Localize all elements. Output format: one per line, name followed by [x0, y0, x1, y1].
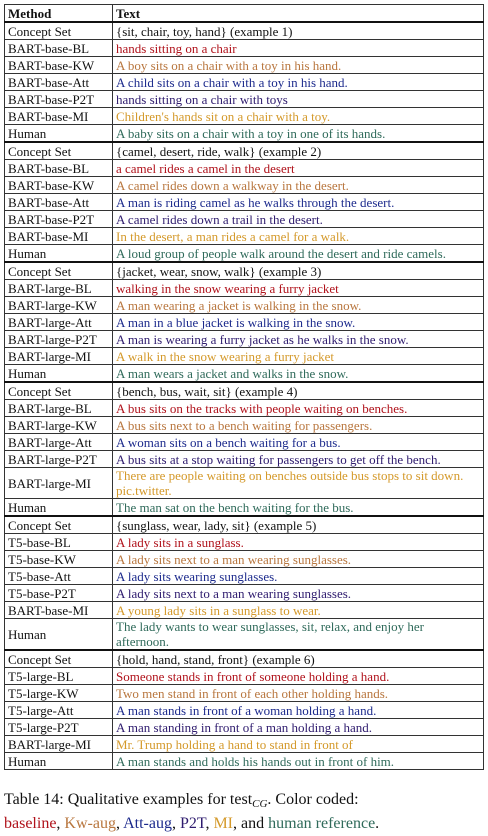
generated-text-cell: There are people waiting on benches outside bus stops to sit down. pic.twitter.	[113, 468, 484, 499]
generated-text-cell: A man stands in front of a woman holding a hand.	[113, 702, 484, 719]
method-cell: T5-large-KW	[5, 685, 113, 702]
table-row	[5, 400, 484, 417]
table-row	[5, 534, 484, 551]
concept-set-label: Concept Set	[5, 142, 113, 160]
generated-text-cell: A man is wearing a furry jacket as he walks in the snow.	[113, 331, 484, 348]
concept-set-value: {jacket, wear, snow, walk} (example 3)	[113, 262, 484, 280]
generated-text-cell: The lady wants to wear sunglasses, sit, relax, and enjoy her afternoon.	[113, 619, 484, 651]
method-cell: BART-base-Att	[5, 74, 113, 91]
concept-set-label: Concept Set	[5, 382, 113, 400]
generated-text-cell: Mr. Trump holding a hand to stand in front of	[113, 736, 484, 753]
method-cell: BART-large-MI	[5, 736, 113, 753]
generated-text-cell: A man in a blue jacket is walking in the snow.	[113, 314, 484, 331]
header-text: Text	[113, 5, 484, 23]
method-cell: BART-large-Att	[5, 434, 113, 451]
table-row	[5, 417, 484, 434]
table-row	[5, 91, 484, 108]
table-row	[5, 245, 484, 263]
table-row	[5, 228, 484, 245]
method-cell: BART-base-BL	[5, 160, 113, 177]
generated-text-cell: The man sat on the bench waiting for the bus.	[113, 499, 484, 517]
table-row	[5, 40, 484, 57]
caption-end: .	[375, 815, 380, 832]
method-cell: BART-large-BL	[5, 280, 113, 297]
legend-p2t: P2T	[179, 815, 206, 832]
generated-text-cell: A loud group of people walk around the desert and ride camels.	[113, 245, 484, 263]
table-row	[5, 211, 484, 228]
table-row	[5, 753, 484, 770]
generated-text-cell: A camel rides down a walkway in the desert.	[113, 177, 484, 194]
caption-subscript: CG	[252, 798, 268, 810]
table-row	[5, 194, 484, 211]
concept-set-value: {camel, desert, ride, walk} (example 2)	[113, 142, 484, 160]
table-row	[5, 719, 484, 736]
caption-mid: . Color coded:	[267, 791, 359, 808]
method-cell: BART-large-Att	[5, 314, 113, 331]
generated-text-cell: A man wearing a jacket is walking in the snow.	[113, 297, 484, 314]
concept-set-row	[5, 516, 484, 534]
table-row	[5, 177, 484, 194]
method-cell: BART-large-MI	[5, 468, 113, 499]
table-row	[5, 314, 484, 331]
concept-set-row	[5, 142, 484, 160]
table-row	[5, 434, 484, 451]
generated-text-cell: A lady sits next to a man wearing sunglasses.	[113, 585, 484, 602]
table-row	[5, 619, 484, 651]
caption-and: and	[241, 815, 265, 832]
method-cell: BART-large-KW	[5, 417, 113, 434]
legend-human-reference: human reference	[268, 815, 376, 832]
concept-set-value: {bench, bus, wait, sit} (example 4)	[113, 382, 484, 400]
concept-set-value: {hold, hand, stand, front} (example 6)	[113, 650, 484, 668]
generated-text-cell: A man standing in front of a man holding a hand.	[113, 719, 484, 736]
table-header-row	[5, 5, 484, 23]
caption-prefix: Table 14: Qualitative examples for test	[4, 791, 253, 808]
concept-set-value: {sit, chair, toy, hand} (example 1)	[113, 22, 484, 40]
method-cell: BART-base-Att	[5, 194, 113, 211]
concept-set-label: Concept Set	[5, 516, 113, 534]
method-cell: BART-large-KW	[5, 297, 113, 314]
table-row	[5, 108, 484, 125]
table-row	[5, 468, 484, 499]
table-row	[5, 125, 484, 143]
method-cell: BART-base-BL	[5, 40, 113, 57]
method-cell: BART-base-MI	[5, 602, 113, 619]
generated-text-cell: A bus sits next to a bench waiting for passengers.	[113, 417, 484, 434]
method-cell: T5-large-BL	[5, 668, 113, 685]
table-row	[5, 568, 484, 585]
method-cell: BART-base-MI	[5, 108, 113, 125]
generated-text-cell: A lady sits in a sunglass.	[113, 534, 484, 551]
generated-text-cell: In the desert, a man rides a camel for a walk.	[113, 228, 484, 245]
generated-text-cell: A woman sits on a bench waiting for a bus.	[113, 434, 484, 451]
table-body	[5, 22, 484, 770]
method-cell: BART-base-KW	[5, 177, 113, 194]
concept-set-row	[5, 382, 484, 400]
generated-text-cell: A boy sits on a chair with a toy in his hand.	[113, 57, 484, 74]
legend-kw-aug: Kw-aug	[64, 815, 116, 832]
method-cell: Human	[5, 365, 113, 383]
method-cell: BART-large-BL	[5, 400, 113, 417]
qualitative-examples-table	[4, 4, 484, 770]
concept-set-label: Concept Set	[5, 22, 113, 40]
table-row	[5, 74, 484, 91]
method-cell: Human	[5, 753, 113, 770]
table-row	[5, 736, 484, 753]
legend-att-aug: Att-aug	[123, 815, 172, 832]
generated-text-cell: walking in the snow wearing a furry jacket	[113, 280, 484, 297]
generated-text-cell: A camel rides down a trail in the desert.	[113, 211, 484, 228]
table-row	[5, 348, 484, 365]
generated-text-cell: Two men stand in front of each other holding hands.	[113, 685, 484, 702]
concept-set-value: {sunglass, wear, lady, sit} (example 5)	[113, 516, 484, 534]
method-cell: BART-large-P2T	[5, 451, 113, 468]
generated-text-cell: hands sitting on a chair	[113, 40, 484, 57]
generated-text-cell: A walk in the snow wearing a furry jacket	[113, 348, 484, 365]
caption-line-2: baseline, Kw-aug, Att-aug, P2T, MI, and human reference.	[4, 815, 380, 832]
method-cell: BART-base-KW	[5, 57, 113, 74]
method-cell: T5-base-P2T	[5, 585, 113, 602]
header-method: Method	[5, 5, 113, 23]
generated-text-cell: Someone stands in front of someone holding a hand.	[113, 668, 484, 685]
table-row	[5, 331, 484, 348]
generated-text-cell: hands sitting on a chair with toys	[113, 91, 484, 108]
concept-set-row	[5, 262, 484, 280]
table-row	[5, 57, 484, 74]
method-cell: BART-base-P2T	[5, 91, 113, 108]
concept-set-row	[5, 650, 484, 668]
generated-text-cell: A man wears a jacket and walks in the snow.	[113, 365, 484, 383]
table-row	[5, 365, 484, 383]
table-row	[5, 702, 484, 719]
method-cell: T5-large-Att	[5, 702, 113, 719]
method-cell: Human	[5, 125, 113, 143]
generated-text-cell: A bus sits on the tracks with people waiting on benches.	[113, 400, 484, 417]
method-cell: T5-base-KW	[5, 551, 113, 568]
method-cell: T5-large-P2T	[5, 719, 113, 736]
table-row	[5, 585, 484, 602]
method-cell: T5-base-BL	[5, 534, 113, 551]
method-cell: BART-base-P2T	[5, 211, 113, 228]
generated-text-cell: A man stands and holds his hands out in front of him.	[113, 753, 484, 770]
table-row	[5, 551, 484, 568]
legend-mi: MI	[213, 815, 234, 832]
table-row	[5, 280, 484, 297]
table-row	[5, 451, 484, 468]
method-cell: Human	[5, 245, 113, 263]
table-row	[5, 602, 484, 619]
generated-text-cell: A man is riding camel as he walks through the desert.	[113, 194, 484, 211]
generated-text-cell: A bus sits at a stop waiting for passengers to get off the bench.	[113, 451, 484, 468]
generated-text-cell: A lady sits next to a man wearing sunglasses.	[113, 551, 484, 568]
generated-text-cell: A child sits on a chair with a toy in his hand.	[113, 74, 484, 91]
table-row	[5, 160, 484, 177]
method-cell: BART-large-MI	[5, 348, 113, 365]
method-cell: BART-large-P2T	[5, 331, 113, 348]
table-row	[5, 297, 484, 314]
caption-line-1	[4, 790, 486, 814]
method-cell: T5-base-Att	[5, 568, 113, 585]
table-row	[5, 499, 484, 517]
method-cell: BART-base-MI	[5, 228, 113, 245]
generated-text-cell: A lady sits wearing sunglasses.	[113, 568, 484, 585]
table-caption	[4, 790, 486, 834]
table-row	[5, 668, 484, 685]
generated-text-cell: A young lady sits in a sunglass to wear.	[113, 602, 484, 619]
generated-text-cell: a camel rides a camel in the desert	[113, 160, 484, 177]
table-row	[5, 685, 484, 702]
method-cell: Human	[5, 619, 113, 651]
concept-set-row	[5, 22, 484, 40]
concept-set-label: Concept Set	[5, 650, 113, 668]
legend-baseline: baseline	[4, 815, 57, 832]
concept-set-label: Concept Set	[5, 262, 113, 280]
generated-text-cell: Children's hands sit on a chair with a toy.	[113, 108, 484, 125]
generated-text-cell: A baby sits on a chair with a toy in one of its hands.	[113, 125, 484, 143]
method-cell: Human	[5, 499, 113, 517]
